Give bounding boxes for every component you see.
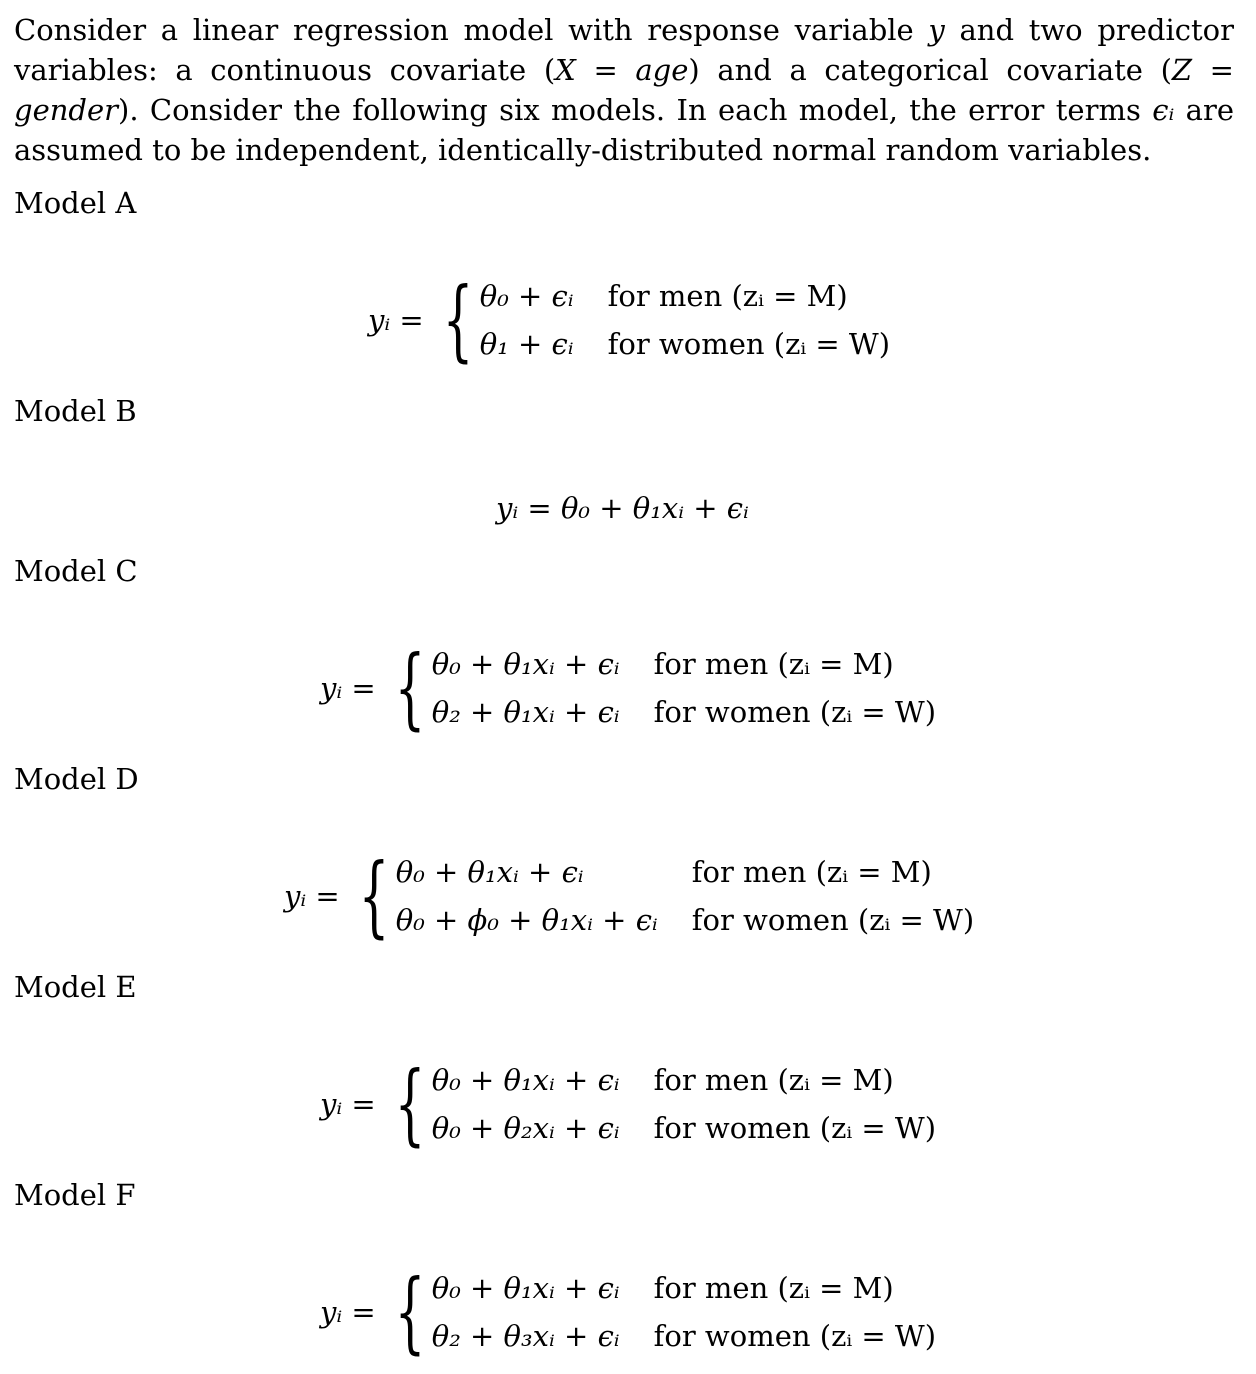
- model-c-equation: [320, 636, 937, 739]
- intro-text-1: Consider a linear regression model with response variable: [14, 13, 929, 47]
- model-d-title: Model D: [14, 762, 139, 796]
- model-f-case1-expr: θ₀ + θ₁xᵢ + ϵᵢ: [431, 1271, 620, 1305]
- model-e-title: Model E: [14, 970, 137, 1004]
- model-d-case2-expr: θ₀ + ϕ₀ + θ₁xᵢ + ϵᵢ: [395, 903, 658, 937]
- model-a-brace: {: [442, 268, 474, 371]
- model-a-case1-expr: θ₀ + ϵᵢ: [479, 279, 574, 313]
- model-d-brace: {: [358, 844, 390, 947]
- z-definition: Z = gender: [14, 53, 1234, 127]
- model-f-lhs: yᵢ =: [320, 1295, 376, 1329]
- model-b-title: Model B: [14, 394, 137, 428]
- model-f-case2-cond: for women (zᵢ = W): [653, 1319, 937, 1353]
- intro-text-2: and two predictor variables: a continuous covariate (: [14, 13, 1234, 87]
- model-c-lhs: yᵢ =: [320, 671, 376, 705]
- model-c-case1-cond: for men (zᵢ = M): [653, 647, 894, 681]
- intro-paragraph: [14, 10, 1234, 170]
- model-c-title: Model C: [14, 554, 138, 588]
- model-e-lhs: yᵢ =: [320, 1087, 376, 1121]
- model-a-cases: [480, 272, 890, 368]
- model-c-case2-expr: θ₂ + θ₁xᵢ + ϵᵢ: [431, 695, 620, 729]
- model-f-cases: [432, 1264, 936, 1360]
- model-d-lhs: yᵢ =: [284, 879, 340, 913]
- model-f-equation: [320, 1260, 937, 1363]
- model-e-case2-cond: for women (zᵢ = W): [653, 1111, 937, 1145]
- model-a-equation: [368, 268, 891, 371]
- model-c-cases: [432, 640, 936, 736]
- model-d-cases: [396, 848, 974, 944]
- model-c-case1-expr: θ₀ + θ₁xᵢ + ϵᵢ: [431, 647, 620, 681]
- model-d-case2-cond: for women (zᵢ = W): [691, 903, 975, 937]
- model-e-brace: {: [394, 1052, 426, 1155]
- response-variable: y: [928, 13, 945, 47]
- model-a-case1-cond: for men (zᵢ = M): [607, 279, 848, 313]
- model-a-case2-cond: for women (zᵢ = W): [607, 327, 891, 361]
- intro-text-3: ) and a categorical covariate (: [688, 53, 1172, 87]
- intro-text-4: ). Consider the following six models. In each model, the error terms: [118, 93, 1153, 127]
- intro-text-5: are assumed to be independent, identically-distributed normal random variables.: [14, 93, 1234, 167]
- model-e-case2-expr: θ₀ + θ₂xᵢ + ϵᵢ: [431, 1111, 620, 1145]
- model-f-title: Model F: [14, 1178, 136, 1212]
- model-e-case1-expr: θ₀ + θ₁xᵢ + ϵᵢ: [431, 1063, 620, 1097]
- model-f-case2-expr: θ₂ + θ₃xᵢ + ϵᵢ: [431, 1319, 620, 1353]
- model-b-formula: yᵢ = θ₀ + θ₁xᵢ + ϵᵢ: [496, 491, 749, 525]
- model-b-equation: [496, 484, 749, 532]
- model-a-title: Model A: [14, 186, 137, 220]
- model-a-case2-expr: θ₁ + ϵᵢ: [479, 327, 574, 361]
- x-definition: X = age: [555, 53, 689, 87]
- error-term: ϵᵢ: [1152, 93, 1175, 127]
- model-c-brace: {: [394, 636, 426, 739]
- model-a-lhs: yᵢ =: [368, 303, 424, 337]
- model-d-case1-cond: for men (zᵢ = M): [691, 855, 932, 889]
- model-e-equation: [320, 1052, 937, 1155]
- model-e-case1-cond: for men (zᵢ = M): [653, 1063, 894, 1097]
- model-d-case1-expr: θ₀ + θ₁xᵢ + ϵᵢ: [395, 855, 584, 889]
- model-e-cases: [432, 1056, 936, 1152]
- model-f-brace: {: [394, 1260, 426, 1363]
- model-f-case1-cond: for men (zᵢ = M): [653, 1271, 894, 1305]
- model-c-case2-cond: for women (zᵢ = W): [653, 695, 937, 729]
- model-d-equation: [284, 844, 975, 947]
